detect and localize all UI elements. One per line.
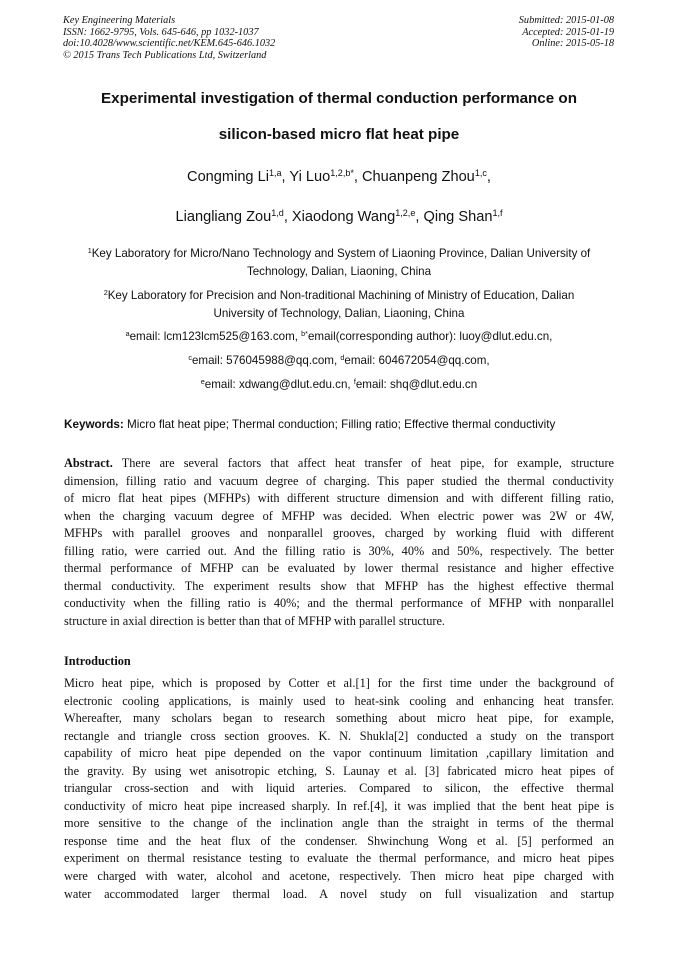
affiliation-text: Key Laboratory for Precision and Non-traditional Machining of Ministry of Education, Dalian — [107, 289, 575, 302]
body-line: electronic cooling applications, is mainly used to heat-sink cooling and enhancing heat transfer. — [64, 693, 614, 708]
paper-title-line-2: silicon-based micro flat heat pipe — [218, 126, 460, 143]
abstract-line: filling ratio, were carried out. And the filling ratio is 30%, 40% and 50%, respectively. The better — [64, 543, 614, 558]
body-line: experiment on thermal resistance testing to evaluate the thermal performance, and micro heat pipes — [64, 851, 614, 866]
body-line: conductivity of micro heat pipe increased sharply. In ref.[4], it was implied that the bent heat pipe is — [64, 798, 614, 813]
journal-info — [63, 15, 275, 61]
keywords — [64, 418, 555, 431]
email-sup: d — [340, 353, 345, 363]
abstract-line: MFHPs with parallel grooves and nonparallel grooves, charged by working fluid with different — [64, 526, 614, 541]
affiliation-text: University of Technology, Dalian, Liaoning, China — [213, 306, 465, 320]
author-name: Xiaodong Wang — [291, 209, 396, 225]
introduction-body — [64, 675, 614, 903]
email-text: email: xdwang@dlut.edu.cn, — [204, 378, 354, 391]
email-line-3 — [40, 378, 638, 391]
abstract-line: when the charging vacuum degree of MFHP was decided. When electric power was 2W or 4W, — [64, 508, 614, 523]
author-separator: , — [415, 209, 424, 225]
body-line: the gravity. By using wet anisotropic etching, S. Launay et al. [3] fabricated micro heat pipes of — [64, 763, 614, 778]
abstract-line: There are several factors that affect heat transfer of heat pipe, for example, structure — [112, 456, 614, 470]
copyright-line: © 2015 Trans Tech Publications Ltd, Switzerland — [63, 49, 267, 61]
author-name: Chuanpeng Zhou — [362, 169, 475, 185]
journal-name: Key Engineering Materials — [63, 15, 176, 26]
body-line: water accommodated larger thermal load. A novel study on full visualization and startup — [64, 886, 614, 901]
email-line-2 — [40, 354, 638, 367]
author-name: Congming Li — [187, 169, 269, 185]
abstract-line: of micro flat heat pipes (MFHPs) with different structure dimension and with different filling ratio, — [64, 491, 614, 506]
body-line: rectangle and triangle cross section grooves. K. N. Shukla[2] conducted a study on the transport — [64, 728, 614, 743]
author-name: Qing Shan — [423, 209, 493, 225]
email-sup: a — [125, 329, 130, 339]
keywords-text: Micro flat heat pipe; Thermal conduction; Filling ratio; Effective thermal conductivity — [123, 418, 556, 431]
body-line: capability of micro heat pipe depended on the vapor continuum limitation ,capillary limitation and — [64, 746, 614, 761]
online-date: Online: 2015-05-18 — [531, 38, 614, 49]
email-sup: e — [200, 377, 205, 387]
author-sup: 1,d — [271, 208, 284, 219]
author-separator: , — [486, 169, 491, 185]
affiliation-text: Technology, Dalian, Liaoning, China — [246, 264, 432, 278]
email-sup: b* — [301, 329, 308, 339]
affiliation-text: Key Laboratory for Micro/Nano Technology and System of Liaoning Province, Dalian University of — [91, 247, 591, 260]
affiliation-2 — [50, 287, 628, 322]
author-name: Liangliang Zou — [175, 209, 272, 225]
author-sup: 1,f — [492, 208, 503, 219]
abstract-line: structure in axial direction is better than that of MFHP with parallel structure. — [64, 613, 445, 628]
body-line: triangular cross-section and with liquid arteries. Compared to silicon, the effective thermal — [64, 781, 614, 796]
author-name: Yi Luo — [289, 169, 331, 185]
author-sup: 1,2,e — [395, 208, 416, 219]
abstract-line: conductivity when the filling ratio is 40%; and the thermal performance of MFHP with nonparallel — [64, 596, 614, 611]
affiliation-sup: 2 — [103, 288, 108, 298]
submitted-date: Submitted: 2015-01-08 — [518, 15, 614, 26]
abstract — [64, 455, 614, 630]
author-list-line-1 — [20, 169, 658, 185]
author-sup: 1,2,b* — [330, 168, 354, 179]
doi-line: doi:10.4028/www.scientific.net/KEM.645-646.1032 — [63, 38, 276, 49]
email-text: email: 604672054@qq.com, — [344, 354, 490, 367]
email-sup: f — [353, 377, 356, 387]
accepted-date: Accepted: 2015-01-19 — [522, 26, 614, 38]
affiliation-1 — [50, 245, 628, 280]
abstract-line: thermal conductivity. The experiment results show that MFHP has the highest effective thermal — [64, 578, 614, 593]
paper-title-line-1: Experimental investigation of thermal conduction performance on — [101, 90, 577, 107]
author-sup: 1,c — [474, 168, 487, 179]
issn-line: ISSN: 1662-9795, Vols. 645-646, pp 1032-1037 — [63, 26, 259, 38]
author-list-line-2 — [20, 209, 658, 225]
body-line: response time and the heat flux of the condenser. Shwinchung Wong et al. [5] performed an — [64, 833, 614, 848]
email-text: email: 576045988@qq.com, — [191, 354, 341, 367]
email-text: email: shq@dlut.edu.cn — [355, 378, 478, 391]
author-separator: , — [283, 209, 292, 225]
abstract-label: Abstract. — [64, 456, 113, 470]
email-sup: c — [188, 353, 192, 363]
body-line: Micro heat pipe, which is proposed by Cotter et al.[1] for the first time under the background of — [64, 676, 614, 690]
abstract-line: dimension, filling ratio and vacuum degree of charging. This paper studied the thermal conductivity — [64, 473, 614, 488]
author-separator: , — [281, 169, 290, 185]
body-line: were charged with water, alcohol and acetone, respectively. Then micro heat pipe charged with — [64, 869, 614, 884]
author-separator: , — [353, 169, 363, 185]
author-sup: 1,a — [268, 168, 282, 179]
email-text: email: lcm123lcm525@163.com, — [129, 330, 302, 343]
body-line: more sensitive to the change of the inclination angle than the straight in terms of the thermal — [64, 816, 614, 831]
email-text: email(corresponding author): luoy@dlut.edu.cn, — [307, 330, 553, 343]
dates-info — [519, 15, 614, 50]
section-heading-introduction: Introduction — [64, 654, 131, 668]
abstract-line: thermal performance of MFHP can be evaluated by lower thermal resistance and higher effective — [64, 561, 614, 576]
keywords-label: Keywords: — [64, 418, 124, 431]
email-line-1 — [40, 330, 638, 343]
affiliation-sup: 1 — [87, 246, 92, 256]
body-line: Whereafter, many scholars began to research something about micro heat pipe, for example, — [64, 711, 614, 726]
